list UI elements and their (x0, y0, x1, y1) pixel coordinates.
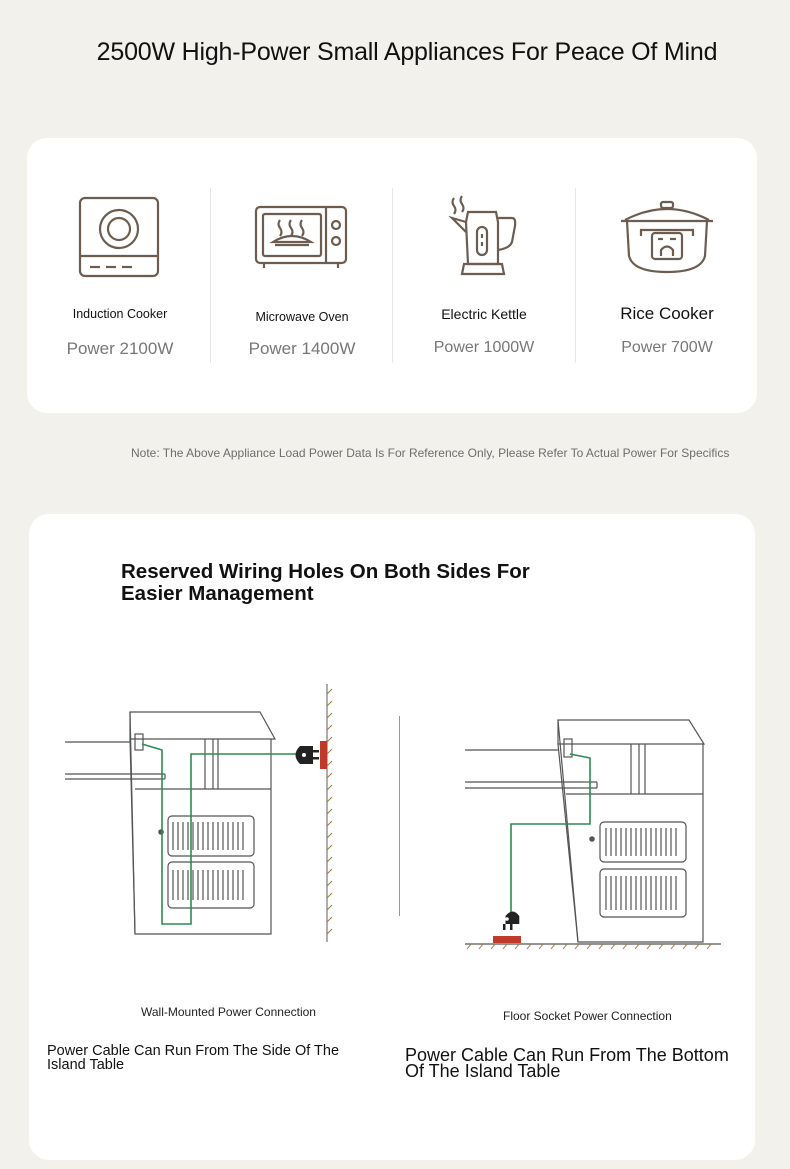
floor-socket-caption: Floor Socket Power Connection (503, 1009, 672, 1023)
appliance-card (27, 138, 757, 413)
floor-socket-diagram (431, 714, 731, 954)
appliance-power: Power 2100W (66, 339, 174, 358)
wall-mounted-diagram (65, 684, 365, 944)
microwave-oven-icon (254, 205, 350, 269)
wall-mounted-caption: Wall-Mounted Power Connection (141, 1005, 316, 1019)
induction-cooker-icon (78, 196, 162, 280)
appliance-name: Electric Kettle (441, 306, 527, 322)
appliance-item-rice-cooker (576, 188, 758, 368)
appliance-item-electric-kettle (393, 188, 575, 368)
electric-kettle-icon (444, 194, 524, 282)
appliance-power: Power 700W (621, 339, 713, 356)
floor-socket-description: Power Cable Can Run From The Bottom Of The Island Table (405, 1045, 729, 1081)
wiring-title: Reserved Wiring Holes On Both Sides For Easier Management (121, 560, 530, 605)
appliance-name: Induction Cooker (72, 307, 168, 321)
appliance-name: Microwave Oven (255, 310, 349, 324)
appliance-power: Power 1000W (433, 339, 535, 356)
appliance-name: Rice Cooker (620, 304, 714, 323)
rice-cooker-icon (619, 200, 715, 276)
appliance-item-induction-cooker (29, 188, 211, 368)
page-title: 2500W High-Power Small Appliances For Peace Of Mind (96, 38, 718, 66)
disclaimer-note: Note: The Above Appliance Load Power Data Is For Reference Only, Please Refer To Actual Power For Specifics (131, 446, 730, 460)
appliance-item-microwave-oven (211, 188, 393, 368)
wall-mounted-description: Power Cable Can Run From The Side Of The Island Table (47, 1043, 340, 1073)
wiring-card (29, 514, 755, 1160)
appliance-power: Power 1400W (248, 339, 356, 358)
diagram-divider (399, 716, 400, 916)
